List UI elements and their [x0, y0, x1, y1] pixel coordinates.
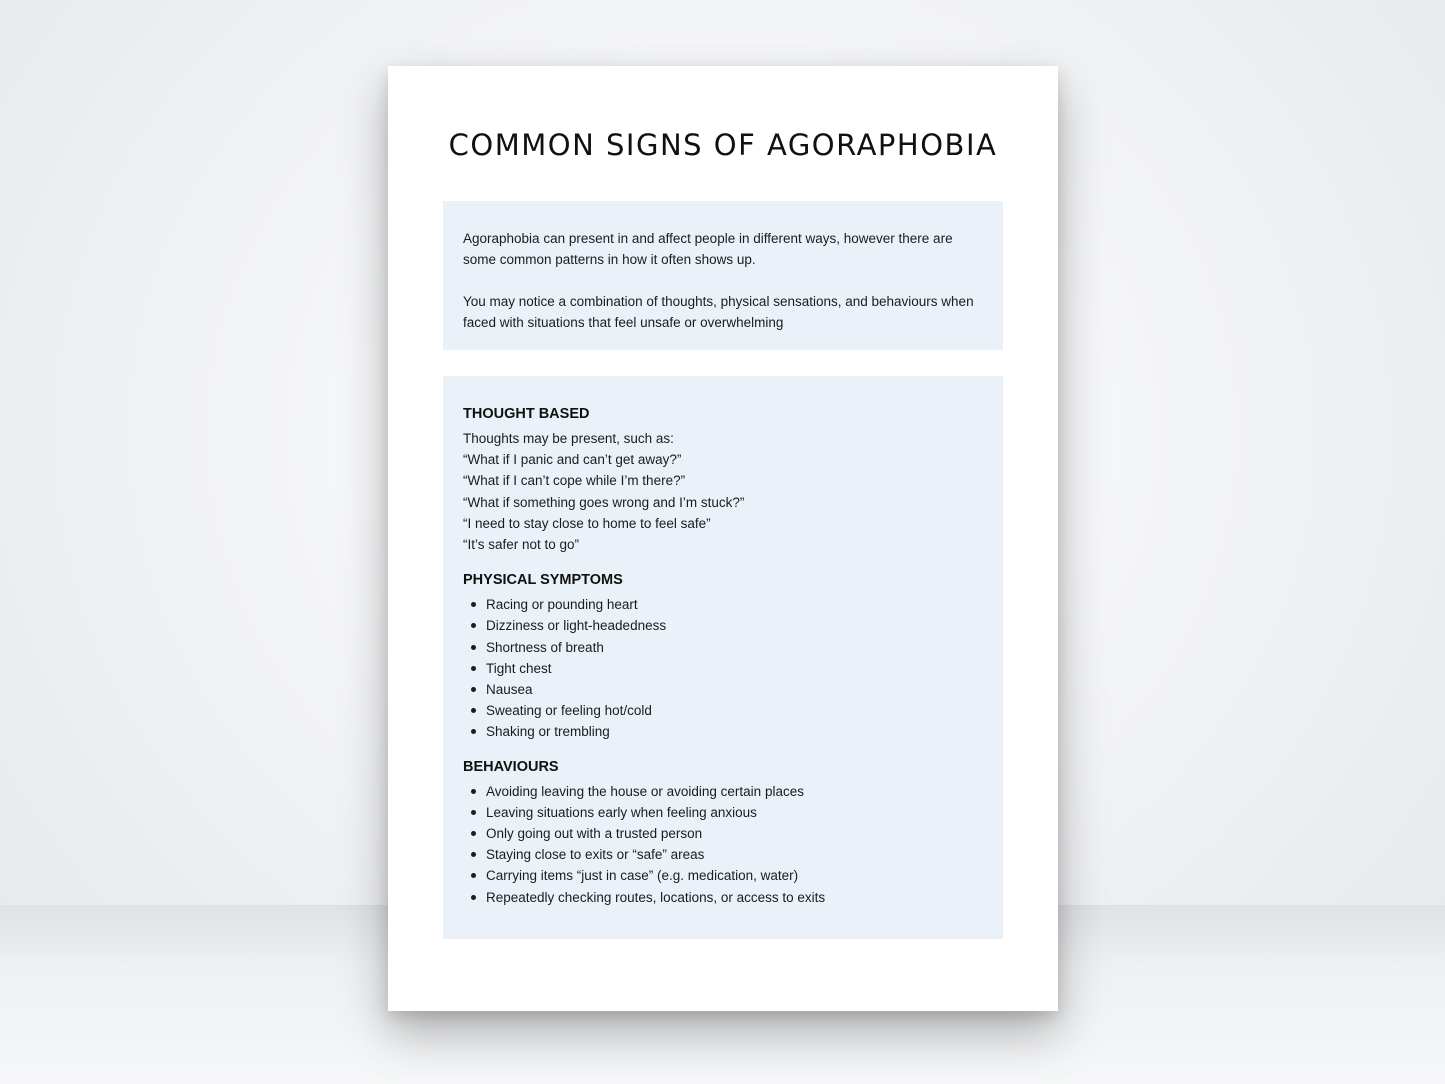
section-heading: PHYSICAL SYMPTOMS — [463, 572, 623, 589]
list-item: Racing or pounding heart — [486, 594, 983, 615]
list-item: Repeatedly checking routes, locations, or access to exits — [486, 887, 983, 908]
intro-paragraph: You may notice a combination of thoughts, physical sensations, and behaviours when faced with situations that feel unsafe or overwhelming — [463, 294, 974, 330]
thought-based-section — [463, 404, 983, 555]
intro-paragraph: Agoraphobia can present in and affect people in different ways, however there are some common patterns in how it often shows up. — [463, 231, 953, 267]
thought-item: “What if I panic and can’t get away?” — [463, 452, 682, 468]
list-item: Sweating or feeling hot/cold — [486, 700, 983, 721]
list-item: Only going out with a trusted person — [486, 823, 983, 844]
section-heading: THOUGHT BASED — [463, 406, 590, 422]
list-item: Carrying items “just in case” (e.g. medication, water) — [486, 865, 983, 886]
thought-intro: Thoughts may be present, such as: — [463, 431, 674, 446]
signs-panel — [443, 376, 1003, 939]
list-item: Shortness of breath — [486, 637, 983, 658]
list-item: Avoiding leaving the house or avoiding certain places — [486, 781, 983, 802]
list-item: Leaving situations early when feeling anxious — [486, 802, 983, 823]
thought-item: “What if something goes wrong and I’m stuck?” — [463, 494, 745, 510]
symptom-list — [463, 594, 983, 742]
document-page — [388, 66, 1058, 1011]
list-item: Shaking or trembling — [486, 721, 983, 742]
physical-symptoms-section — [463, 570, 983, 742]
list-item: Tight chest — [486, 658, 983, 679]
thought-item: “It’s safer not to go” — [463, 537, 580, 553]
list-item: Staying close to exits or “safe” areas — [486, 844, 983, 865]
page-title: COMMON SIGNS OF AGORAPHOBIA — [448, 128, 998, 162]
behaviours-section — [463, 757, 983, 908]
thought-list — [463, 428, 983, 555]
thought-item: “I need to stay close to home to feel safe” — [463, 515, 711, 531]
section-heading: BEHAVIOURS — [463, 758, 559, 775]
list-item: Nausea — [486, 679, 983, 700]
thought-item: “What if I can’t cope while I’m there?” — [463, 473, 686, 489]
list-item: Dizziness or light-headedness — [486, 615, 983, 636]
behaviour-list — [463, 781, 983, 908]
intro-panel — [443, 201, 1003, 350]
